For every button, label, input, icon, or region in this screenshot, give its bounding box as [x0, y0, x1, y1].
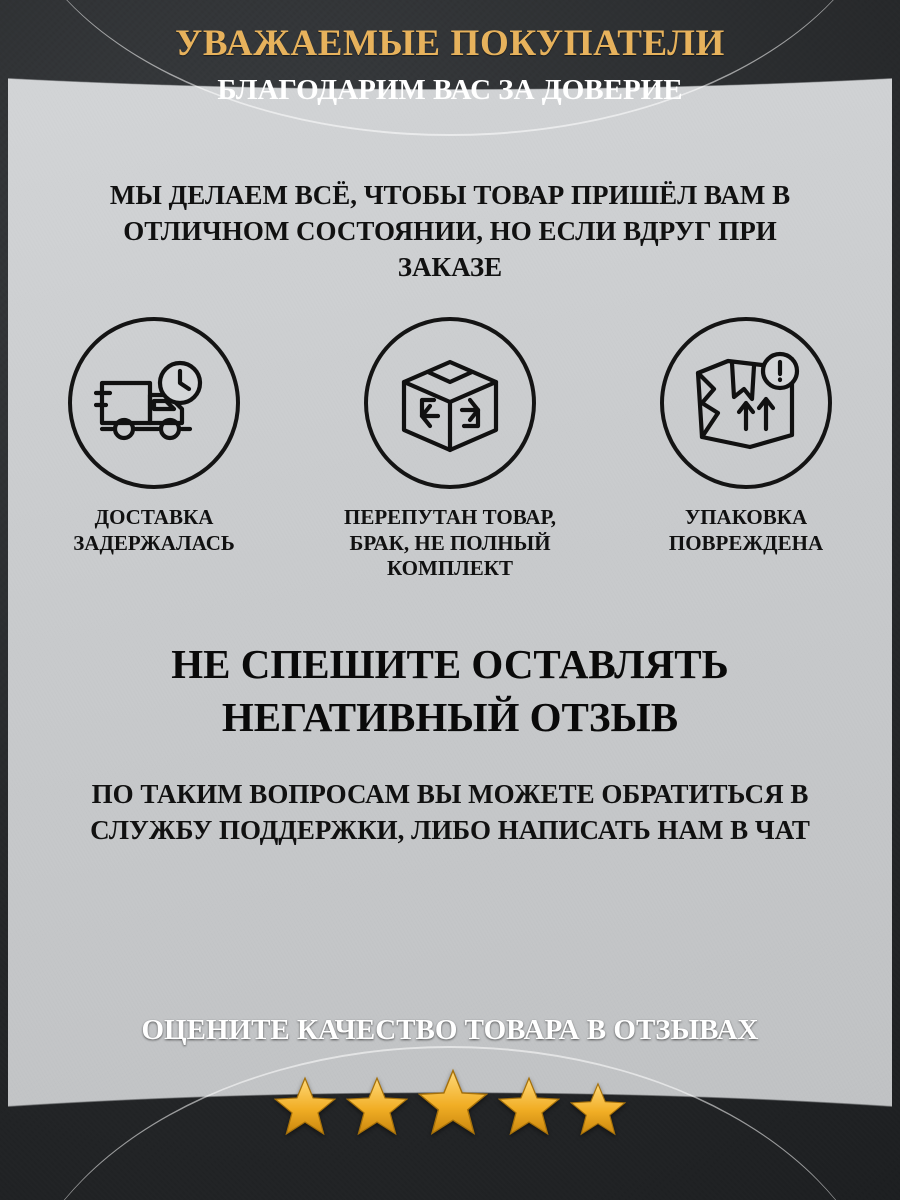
icon-circle	[660, 317, 832, 489]
page-title: УВАЖАЕМЫЕ ПОКУПАТЕЛИ	[175, 23, 725, 64]
icon-circle	[68, 317, 240, 489]
main-message: НЕ СПЕШИТЕ ОСТАВЛЯТЬ НЕГАТИВНЫЙ ОТЗЫВ	[171, 641, 729, 740]
box-exchange-arrow-icon	[388, 348, 512, 458]
page-subtitle: БЛАГОДАРИМ ВАС ЗА ДОВЕРИЕ	[217, 74, 683, 106]
star-icon[interactable]	[346, 1075, 408, 1137]
issue-item-wrong-or-defective	[321, 317, 579, 582]
footer-rating-section	[0, 988, 900, 1200]
star-icon[interactable]	[274, 1075, 336, 1137]
support-instructions: ПО ТАКИМ ВОПРОСАМ ВЫ МОЖЕТЕ ОБРАТИТЬСЯ В СЛУЖБУ ПОДДЕРЖКИ, ЛИБО НАПИСАТЬ НАМ В ЧАТ	[90, 779, 810, 845]
damaged-package-warning-icon	[688, 349, 804, 457]
intro-text: МЫ ДЕЛАЕМ ВСЁ, ЧТОБЫ ТОВАР ПРИШЁЛ ВАМ В ОТЛИЧНОМ СОСТОЯНИИ, НО ЕСЛИ ВДРУГ ПРИ ЗАКАЗЕ	[109, 180, 791, 282]
star-icon[interactable]	[418, 1067, 488, 1137]
issue-item-damaged-packaging	[617, 317, 875, 582]
issue-icon-row	[0, 317, 900, 582]
icon-circle	[364, 317, 536, 489]
delivery-truck-clock-icon	[94, 357, 214, 449]
star-icon[interactable]	[498, 1075, 560, 1137]
issue-caption: ДОСТАВКА ЗАДЕРЖАЛАСЬ	[73, 505, 235, 555]
issue-caption: ПЕРЕПУТАН ТОВАР, БРАК, НЕ ПОЛНЫЙ КОМПЛЕКТ	[344, 505, 556, 581]
star-rating[interactable]	[274, 1067, 626, 1137]
star-icon[interactable]	[570, 1081, 626, 1137]
issue-item-delivery-delayed	[25, 317, 283, 582]
footer-title: ОЦЕНИТЕ КАЧЕСТВО ТОВАРА В ОТЗЫВАХ	[141, 1014, 759, 1046]
issue-caption: УПАКОВКА ПОВРЕЖДЕНА	[668, 505, 824, 555]
